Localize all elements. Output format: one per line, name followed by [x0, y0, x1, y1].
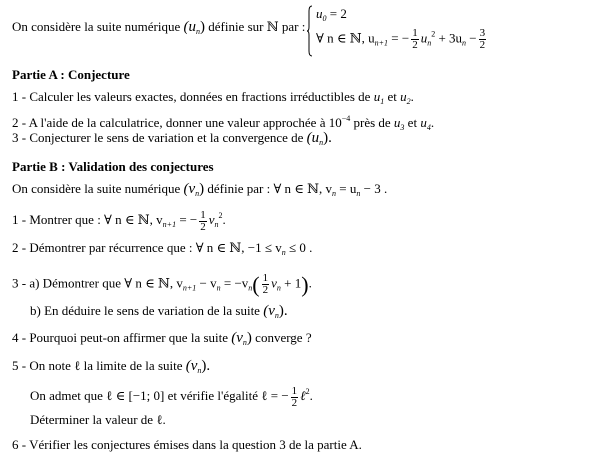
- partA-q1: 1 - Calculer les valeurs exactes, données en fractions irréductibles de $u_1$ et $u_2$.: [12, 89, 414, 106]
- system-line-1: $u_0 = 2$: [316, 6, 347, 23]
- system-brace: [307, 5, 313, 57]
- partB-q5b: On admet que ℓ ∈ [−1; 0] et vérifie l'égalité ℓ = − $\frac{1}{2}$ ℓ$^2$.: [30, 384, 313, 409]
- partB-intro: On considère la suite numérique $(v_n)$ définie par : ∀ n ∈ ℕ, $v_n = u_n - 3$ .: [12, 181, 388, 198]
- partB-title: Partie B : Validation des conjectures: [12, 159, 214, 174]
- partB-q5c: Déterminer la valeur de ℓ.: [30, 412, 166, 427]
- partA-q2: 2 - A l'aide de la calculatrice, donner une valeur approchée à $10^{-4}$ près de $u_3$ et $u_4$.: [12, 114, 435, 132]
- partB-q3a: 3 - a) Démontrer que ∀ n ∈ ℕ, $v_{n+1} - v_n = -v_n$( $\frac{1}{2}$ $v_n + 1$).: [12, 271, 312, 297]
- system-line-2: ∀ n ∈ ℕ, $u_{n+1}$ = − $\frac{1}{2}$ $u_n^2 + 3u_n$ − $\frac{3}{2}$: [316, 27, 486, 51]
- intro-text: On considère la suite numérique: [12, 19, 181, 34]
- partA-title: Partie A : Conjecture: [12, 67, 130, 82]
- partB-q4: 4 - Pourquoi peut-on affirmer que la suite $(v_n)$ converge ?: [12, 330, 312, 347]
- partB-q5: 5 - On note ℓ la limite de la suite $(v_n)$.: [12, 358, 211, 375]
- partA-q3: 3 - Conjecturer le sens de variation et la convergence de $(u_n)$.: [12, 130, 332, 147]
- partB-q1: 1 - Montrer que : ∀ n ∈ ℕ, $v_{n+1}$ = − $\frac{1}{2}$ $v_n^2$.: [12, 208, 226, 233]
- partB-q3b: b) En déduire le sens de variation de la suite $(v_n)$.: [30, 303, 288, 320]
- intro-defined: définie sur ℕ par :: [208, 19, 306, 34]
- partB-q2: 2 - Démontrer par récurrence que : ∀ n ∈ ℕ, $-1 \le v_n \le 0$ .: [12, 240, 313, 257]
- intro-line: On considère la suite numérique $(u_n)$ définie sur ℕ par :: [12, 19, 306, 36]
- partB-q6: 6 - Vérifier les conjectures émises dans la question 3 de la partie A.: [12, 437, 362, 452]
